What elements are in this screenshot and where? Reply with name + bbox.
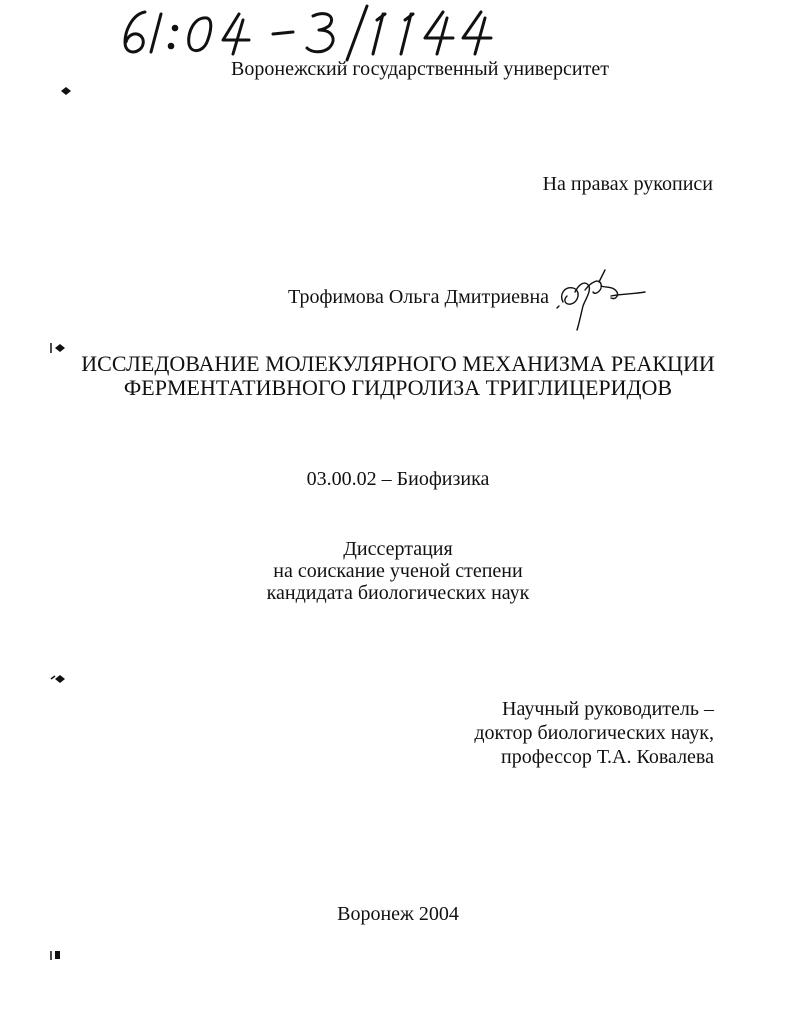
author-name: Трофимова Ольга Дмитриевна [288, 286, 550, 308]
binding-mark-icon [48, 341, 68, 355]
degree-statement-line-2: на соискание ученой степени [273, 560, 523, 582]
city-year: Воронеж 2004 [337, 903, 459, 925]
manuscript-rights-note: На правах рукописи [542, 173, 713, 195]
supervisor-line-2: доктор биологических наук, [474, 722, 714, 744]
dissertation-title [0, 352, 796, 400]
author-signature [555, 262, 647, 334]
handwritten-archive-number [115, 0, 515, 62]
degree-statement-line-3: кандидата биологических наук [266, 582, 530, 604]
university-name: Воронежский государственный университет [231, 58, 609, 80]
dissertation-title-line-1: ИССЛЕДОВАНИЕ МОЛЕКУЛЯРНОГО МЕХАНИЗМА РЕАКЦИИ [81, 351, 715, 376]
binding-mark-icon [56, 84, 76, 98]
binding-mark-icon [48, 672, 68, 686]
dissertation-title-line-2: ФЕРМЕНТАТИВНОГО ГИДРОЛИЗА ТРИГЛИЦЕРИДОВ [123, 375, 673, 400]
supervisor-line-3: профессор Т.А. Ковалева [501, 746, 714, 768]
degree-statement-line-1: Диссертация [343, 538, 453, 560]
degree-statement [0, 538, 796, 604]
scientific-supervisor [474, 697, 714, 769]
specialty-code: 03.00.02 – Биофизика [306, 468, 490, 490]
supervisor-line-1: Научный руководитель – [502, 698, 714, 720]
binding-mark-icon [48, 948, 68, 962]
